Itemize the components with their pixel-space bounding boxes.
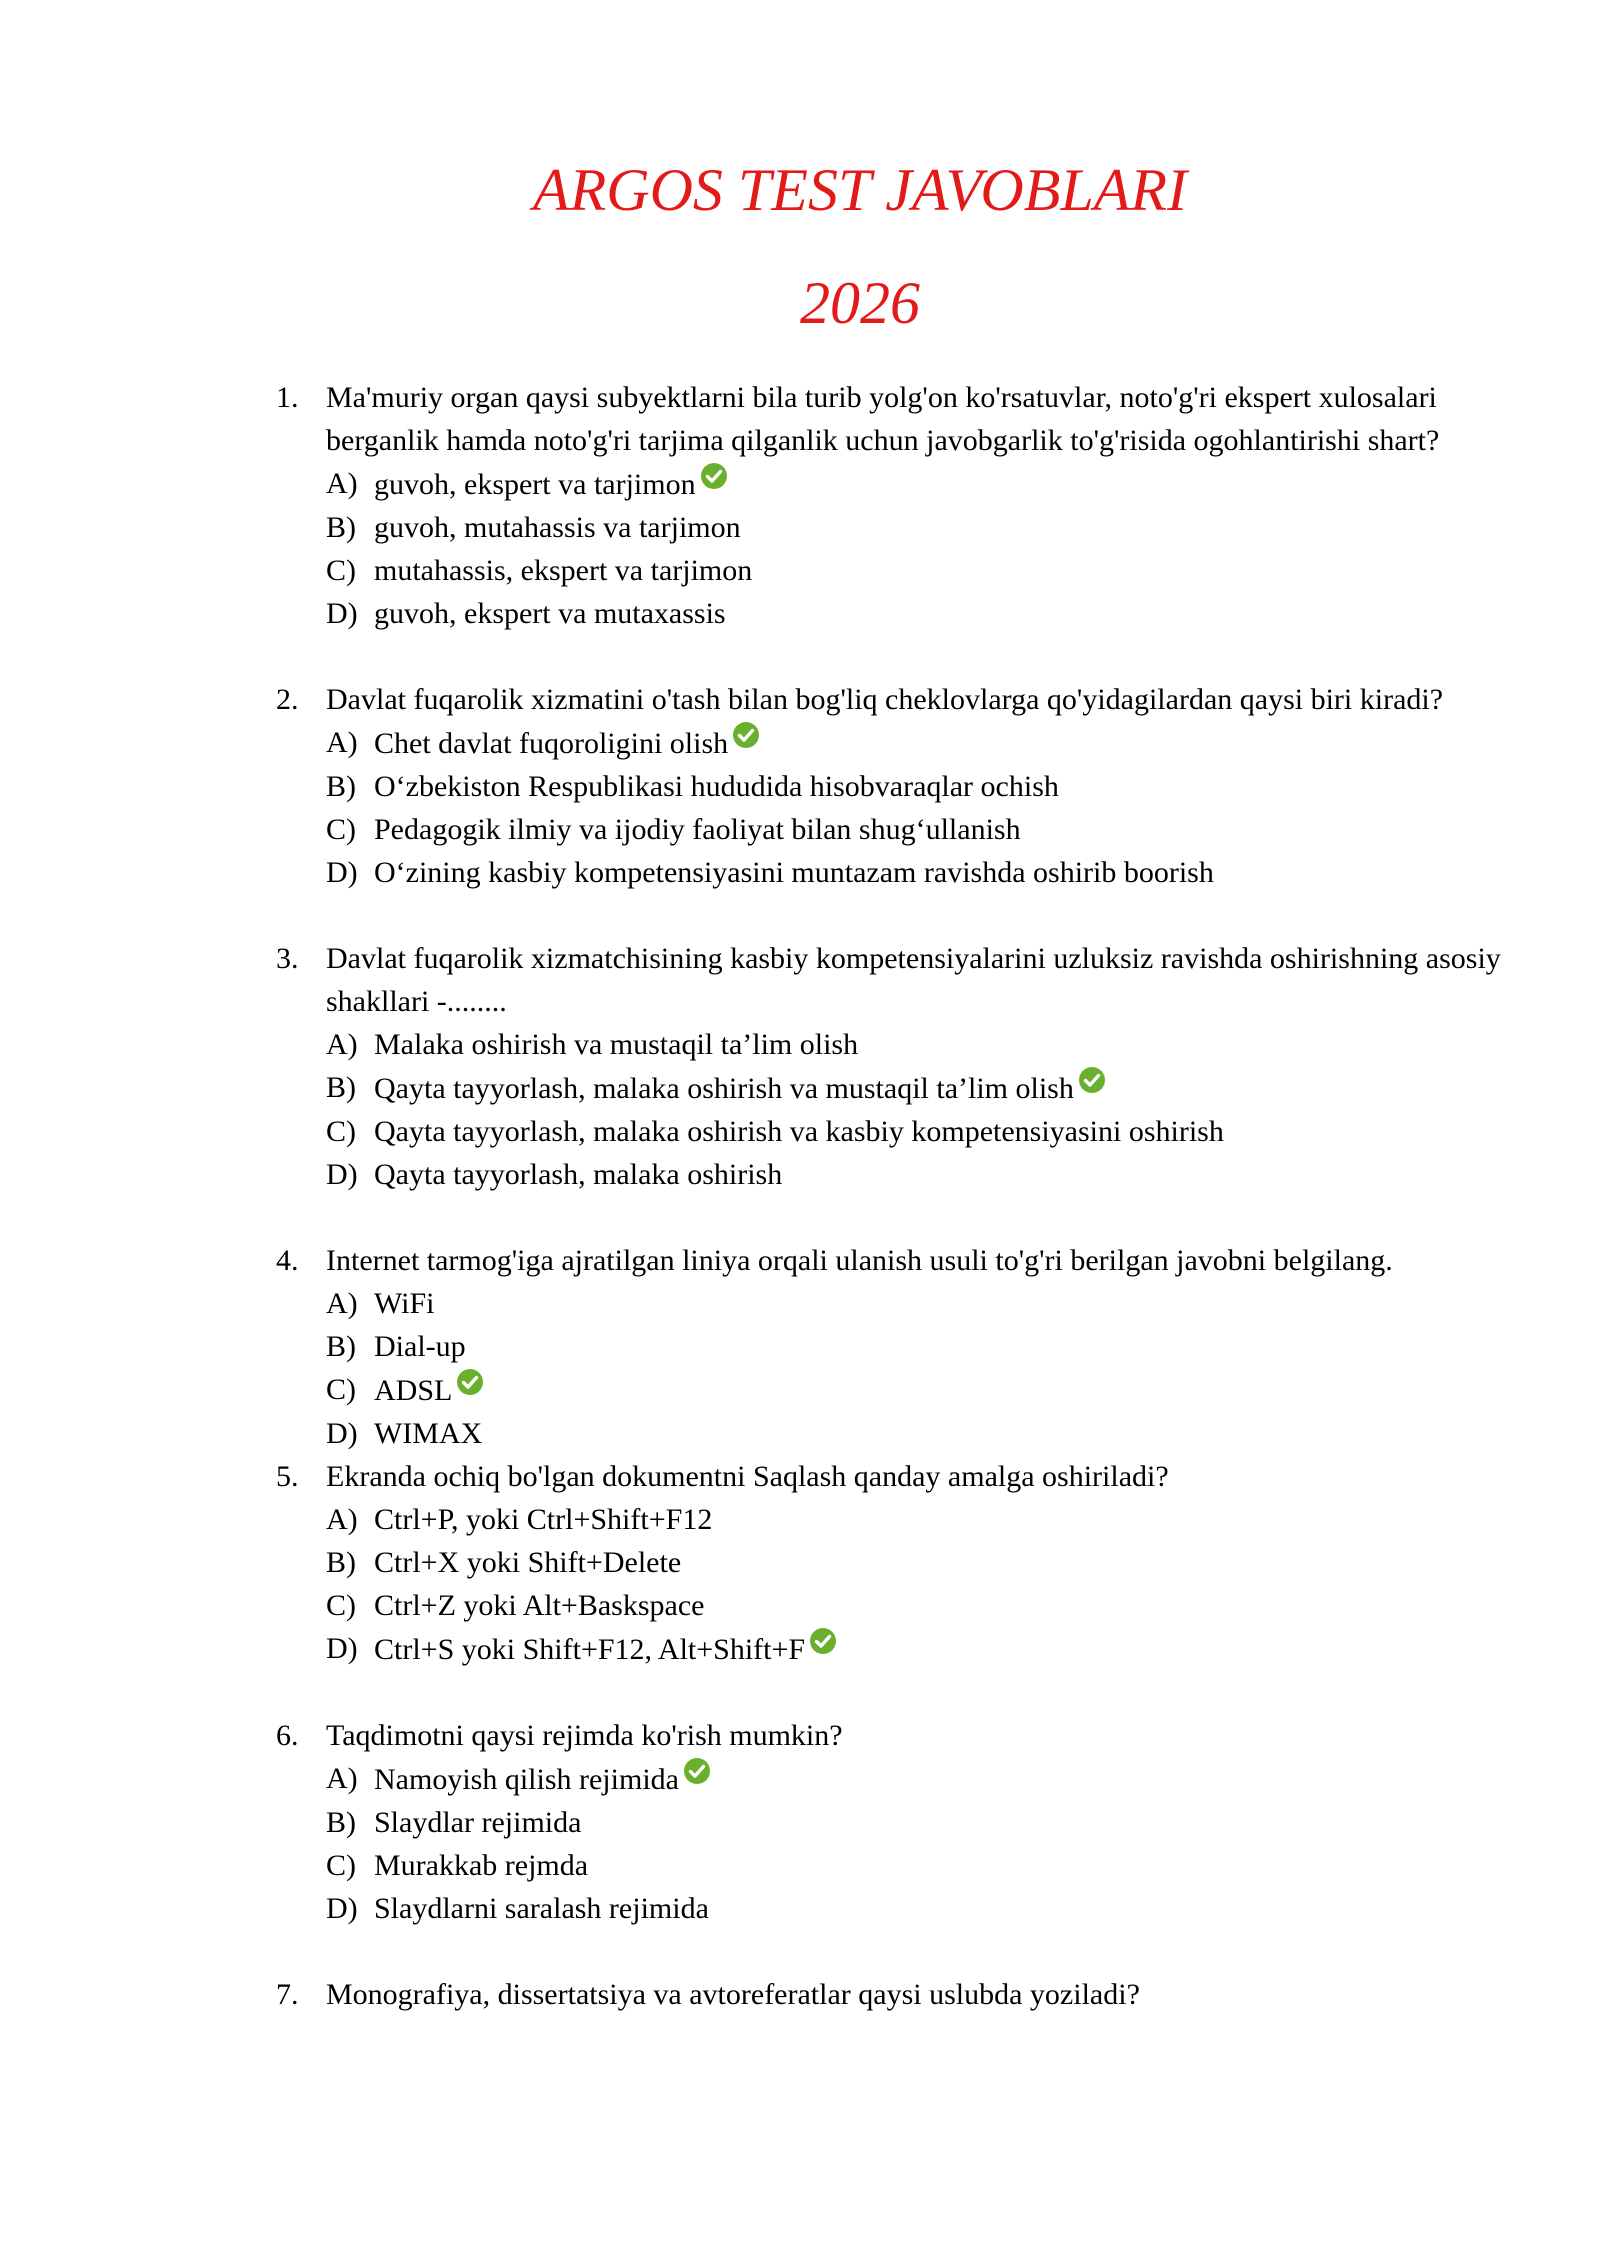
option-letter: A) (326, 1762, 358, 1795)
option-text: Ctrl+X yoki Shift+Delete (374, 1546, 682, 1579)
option-letter: A) (326, 1287, 358, 1320)
answer-options (326, 1023, 1516, 1196)
answer-option (326, 1541, 1516, 1584)
answer-options (326, 1282, 1516, 1455)
answer-options (326, 721, 1516, 894)
option-letter: A) (326, 726, 358, 759)
answer-option (326, 1412, 1516, 1455)
option-text: Dial-up (374, 1330, 466, 1363)
answer-option-correct (326, 1757, 1516, 1801)
question-number: 7. (276, 1978, 299, 2011)
question-list (276, 376, 1516, 2016)
option-letter: B) (326, 770, 356, 803)
question-text: Ekranda ochiq bo'lgan dokumentni Saqlash qanday amalga oshiriladi? (326, 1460, 1169, 1493)
question-text: Davlat fuqarolik xizmatini o'tash bilan bog'liq cheklovlarga qo'yidagilardan qaysi biri kiradi? (326, 683, 1444, 716)
answer-options (326, 462, 1516, 635)
question-text: Monografiya, dissertatsiya va avtoreferatlar qaysi uslubda yoziladi? (326, 1978, 1140, 2011)
answer-option (326, 1498, 1516, 1541)
option-text: mutahassis, ekspert va tarjimon (374, 554, 753, 587)
option-text: Namoyish qilish rejimida (374, 1763, 679, 1796)
option-letter: B) (326, 1071, 356, 1104)
option-text: Qayta tayyorlash, malaka oshirish va mustaqil ta’lim olish (374, 1072, 1074, 1105)
question-number: 2. (276, 683, 299, 716)
question-text: Ma'muriy organ qaysi subyektlarni bila turib yolg'on ko'rsatuvlar, noto'g'ri ekspert xulosalari berganlik hamda noto'g'ri tarjima qilganlik uchun javobgarlik to'g'risida ogohlantirishi shart? (326, 381, 1440, 457)
check-circle-icon (732, 721, 760, 749)
option-text: ADSL (374, 1374, 453, 1407)
option-letter: C) (326, 1849, 356, 1882)
option-letter: C) (326, 1373, 356, 1406)
answer-option (326, 1325, 1516, 1368)
check-circle-icon (700, 462, 728, 490)
answer-option (326, 1153, 1516, 1196)
answer-option (326, 808, 1516, 851)
option-text: Ctrl+P, yoki Ctrl+Shift+F12 (374, 1503, 713, 1536)
option-letter: B) (326, 1330, 356, 1363)
option-text: Slaydlarni saralash rejimida (374, 1892, 709, 1925)
question-item (276, 678, 1516, 894)
answer-options (326, 1498, 1516, 1671)
question-number: 6. (276, 1719, 299, 1752)
option-letter: D) (326, 1632, 358, 1665)
answer-option (326, 1887, 1516, 1930)
option-text: WiFi (374, 1287, 435, 1320)
answer-option (326, 506, 1516, 549)
question-text: Davlat fuqarolik xizmatchisining kasbiy kompetensiyalarini uzluksiz ravishda oshirishning asosiy shakllari -........ (326, 942, 1501, 1018)
answer-option-correct (326, 462, 1516, 506)
option-text: Ctrl+S yoki Shift+F12, Alt+Shift+F (374, 1633, 806, 1666)
answer-option (326, 851, 1516, 894)
spacer (276, 894, 1516, 937)
page-year: 2026 (800, 270, 920, 336)
question-item (276, 1973, 1516, 2016)
option-letter: B) (326, 511, 356, 544)
question-text: Internet tarmog'iga ajratilgan liniya orqali ulanish usuli to'g'ri berilgan javobni belgilang. (326, 1244, 1393, 1277)
option-text: Chet davlat fuqoroligini olish (374, 727, 729, 760)
option-text: Qayta tayyorlash, malaka oshirish (374, 1158, 783, 1191)
answer-option-correct (326, 1066, 1516, 1110)
answer-option (326, 765, 1516, 808)
option-text: Ctrl+Z yoki Alt+Baskspace (374, 1589, 705, 1622)
option-letter: B) (326, 1806, 356, 1839)
option-letter: D) (326, 1158, 358, 1191)
option-letter: C) (326, 1589, 356, 1622)
answer-option (326, 1282, 1516, 1325)
spacer (276, 1930, 1516, 1973)
question-text: Taqdimotni qaysi rejimda ko'rish mumkin? (326, 1719, 843, 1752)
check-circle-icon (1078, 1066, 1106, 1094)
option-letter: A) (326, 1503, 358, 1536)
answer-option (326, 1844, 1516, 1887)
option-text: Pedagogik ilmiy va ijodiy faoliyat bilan shug‘ullanish (374, 813, 1021, 846)
question-item (276, 1714, 1516, 1930)
answer-option (326, 1110, 1516, 1153)
option-letter: B) (326, 1546, 356, 1579)
option-letter: D) (326, 1892, 358, 1925)
option-text: Qayta tayyorlash, malaka oshirish va kasbiy kompetensiyasini oshirish (374, 1115, 1224, 1148)
answer-option (326, 1023, 1516, 1066)
option-text: WIMAX (374, 1417, 483, 1450)
check-circle-icon (809, 1627, 837, 1655)
answer-option-correct (326, 1368, 1516, 1412)
option-text: guvoh, ekspert va mutaxassis (374, 597, 726, 630)
option-text: O‘zbekiston Respublikasi hududida hisobvaraqlar ochish (374, 770, 1059, 803)
spacer (276, 1671, 1516, 1714)
answer-options (326, 1757, 1516, 1930)
check-circle-icon (456, 1368, 484, 1396)
option-letter: A) (326, 1028, 358, 1061)
option-letter: C) (326, 1115, 356, 1148)
answer-option-correct (326, 1627, 1516, 1671)
answer-option (326, 1801, 1516, 1844)
option-text: Malaka oshirish va mustaqil ta’lim olish (374, 1028, 859, 1061)
question-item (276, 1455, 1516, 1671)
question-number: 5. (276, 1460, 299, 1493)
answer-option (326, 549, 1516, 592)
question-item (276, 937, 1516, 1196)
option-text: guvoh, ekspert va tarjimon (374, 468, 696, 501)
option-letter: D) (326, 856, 358, 889)
question-number: 3. (276, 942, 299, 975)
answer-option (326, 1584, 1516, 1627)
option-letter: C) (326, 554, 356, 587)
option-text: Slaydlar rejimida (374, 1806, 582, 1839)
question-item (276, 1239, 1516, 1455)
option-letter: D) (326, 1417, 358, 1450)
option-text: O‘zining kasbiy kompetensiyasini muntazam ravishda oshirib boorish (374, 856, 1214, 889)
page-title: ARGOS TEST JAVOBLARI (532, 157, 1188, 223)
question-item (276, 376, 1516, 635)
option-letter: D) (326, 597, 358, 630)
question-number: 1. (276, 381, 299, 414)
answer-option-correct (326, 721, 1516, 765)
option-letter: C) (326, 813, 356, 846)
check-circle-icon (683, 1757, 711, 1785)
spacer (276, 635, 1516, 678)
answer-option (326, 592, 1516, 635)
option-text: Murakkab rejmda (374, 1849, 589, 1882)
option-letter: A) (326, 467, 358, 500)
option-text: guvoh, mutahassis va tarjimon (374, 511, 741, 544)
spacer (276, 1196, 1516, 1239)
question-number: 4. (276, 1244, 299, 1277)
